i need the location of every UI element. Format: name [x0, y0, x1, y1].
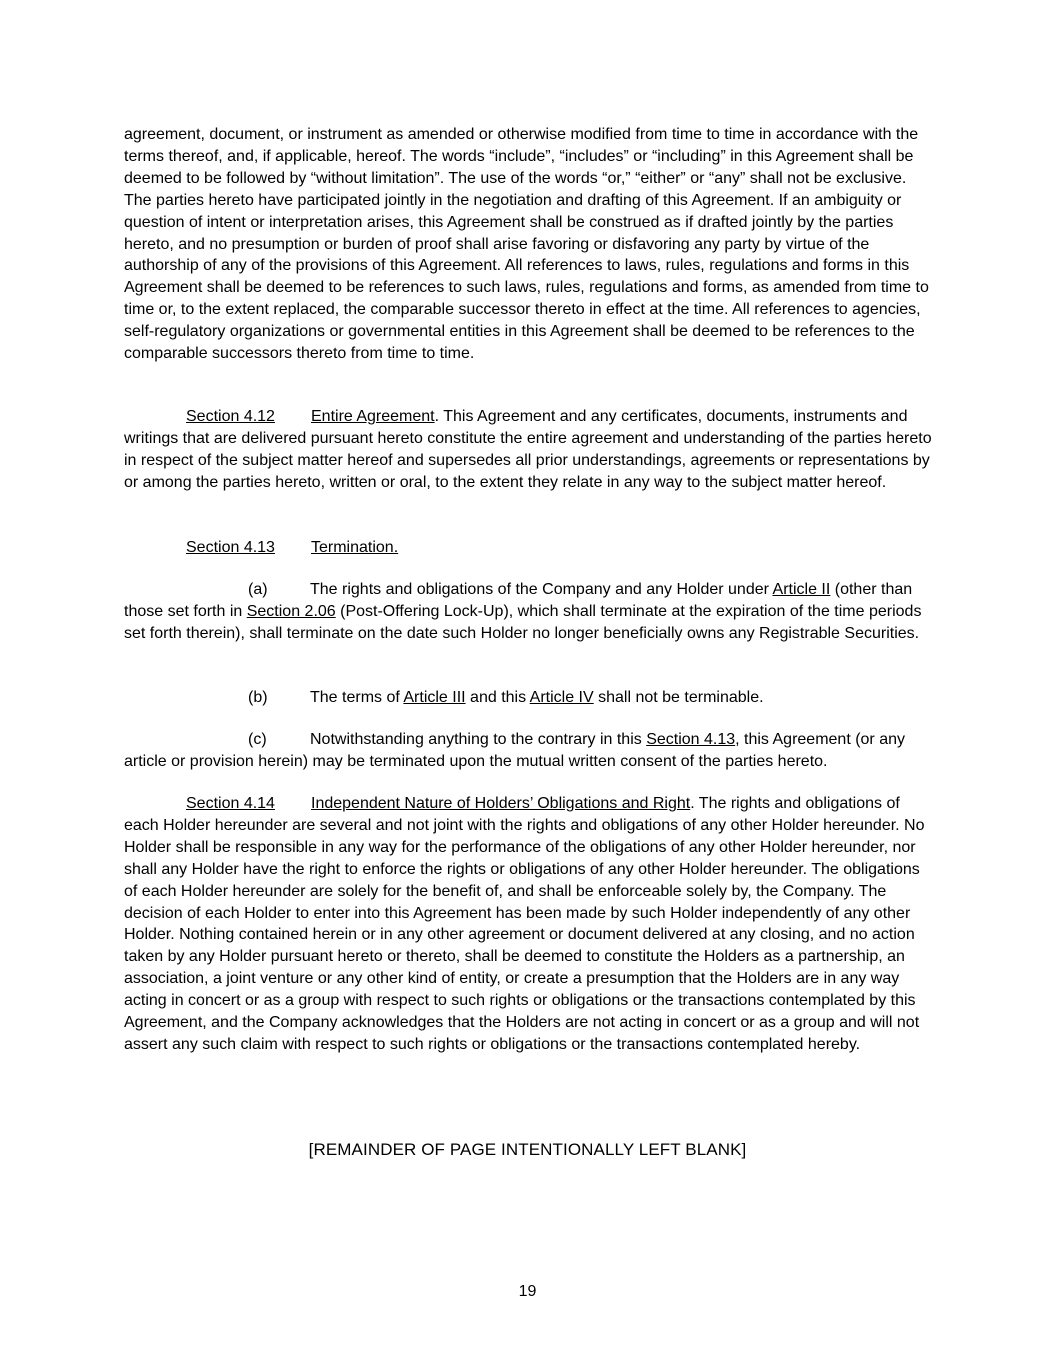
page-number: 19	[518, 1283, 537, 1300]
section-2-06-reference: Section 2.06	[246, 602, 336, 620]
section-4-12-body: . This Agreement and any certificates, documents, instruments and writings that are delivered pursuant hereto constitute the entire agreement and understanding of the parties hereto in respect of the subject matter hereof and supersedes all prior understandings, agreements or representations by or among the parties hereto, written or oral, to the extent they relate in any way to the subject matter hereof.	[124, 408, 932, 491]
remainder-notice: [REMAINDER OF PAGE INTENTIONALLY LEFT BLANK]	[308, 1140, 747, 1159]
subsection-b-label: (b)	[248, 689, 268, 706]
section-4-12-heading: Entire Agreement	[311, 408, 435, 425]
section-4-14-body: . The rights and obligations of each Holder hereunder are several and not joint with the rights and obligations of any other Holder hereunder. No Holder shall be responsible in any way for the performance of the obligations of any other Holder hereunder, nor shall any Holder have the right to enforce the rights or obligations of any other Holder hereunder. The obligations of each Holder hereunder are solely for the benefit of, and shall be enforceable solely by, the Company. The decision of each Holder to enter into this Agreement has been made by such Holder independently of any other Holder. Nothing contained herein or in any other agreement or document delivered at any closing, and no action taken by any Holder pursuant hereto or thereto, shall be deemed to constitute the Holders as a partnership, an association, a joint venture or any other kind of entity, or create a presumption that the Holders are in any way acting in concert or as a group with respect to such rights or obligations or the transactions contemplated by this Agreement, and the Company acknowledges that the Holders are not acting in concert or as a group and will not assert any such claim with respect to such rights or obligations or the transactions contemplated hereby.	[124, 795, 925, 1053]
subsection-a-text-1: The rights and obligations of the Company and any Holder under	[310, 581, 773, 598]
section-4-14-paragraph	[124, 793, 936, 1056]
subsection-b-text-3: shall not be terminable.	[593, 689, 764, 706]
article-ii-reference: Article II	[772, 581, 831, 598]
section-4-13-heading-line	[186, 537, 398, 559]
section-4-12-number: Section 4.12	[186, 408, 275, 425]
subsection-a-text-3: (Post-Offering Lock-Up), which shall terminate at the expiration of the time periods set forth therein), shall terminate on the date such Holder no longer beneficially owns any Registrable Securities.	[124, 602, 922, 642]
subsection-b-text-2: and this	[465, 689, 530, 706]
section-4-13-heading: Termination.	[311, 539, 399, 556]
subsection-a-text-2: (other than those set forth in	[124, 581, 913, 620]
section-4-13-number: Section 4.13	[186, 539, 275, 556]
section-4-13-c-paragraph	[124, 729, 936, 773]
subsection-b-text-1: The terms of	[310, 689, 404, 706]
article-iii-reference: Article III	[403, 689, 466, 706]
section-4-13-b-paragraph	[248, 687, 764, 709]
subsection-a-label: (a)	[248, 581, 268, 598]
section-4-13-reference: Section 4.13	[646, 731, 736, 748]
subsection-c-text-2: , this Agreement (or any article or provision herein) may be terminated upon the mutual written consent of the parties hereto.	[124, 731, 905, 770]
section-4-12-paragraph	[124, 406, 936, 494]
subsection-c-label: (c)	[248, 731, 267, 748]
article-iv-reference: Article IV	[529, 689, 594, 706]
section-4-13-a-paragraph	[124, 579, 936, 645]
section-4-14-number: Section 4.14	[186, 795, 275, 812]
subsection-c-text-1: Notwithstanding anything to the contrary in this	[310, 731, 647, 748]
continuation-paragraph: agreement, document, or instrument as amended or otherwise modified from time to time in accordance with the terms thereof, and, if applicable, hereof. The words “include”, “includes” or “including” in this Agreement shall be deemed to be followed by “without limitation”. The use of the words “or,” “either” or “any” shall not be exclusive. The parties hereto have participated jointly in the negotiation and drafting of this Agreement. If an ambiguity or question of intent or interpretation arises, this Agreement shall be construed as if drafted jointly by the parties hereto, and no presumption or burden of proof shall arise favoring or disfavoring any party by virtue of the authorship of any of the provisions of this Agreement. All references to laws, rules, regulations and forms in this Agreement shall be deemed to be references to such laws, rules, regulations and forms, as amended from time to time or, to the extent replaced, the comparable successor thereto in effect at the time. All references to agencies, self-regulatory organizations or governmental entities in this Agreement shall be deemed to be references to the comparable successors thereto from time to time.	[124, 126, 929, 363]
section-4-14-heading: Independent Nature of Holders’ Obligations and Right	[311, 795, 691, 812]
